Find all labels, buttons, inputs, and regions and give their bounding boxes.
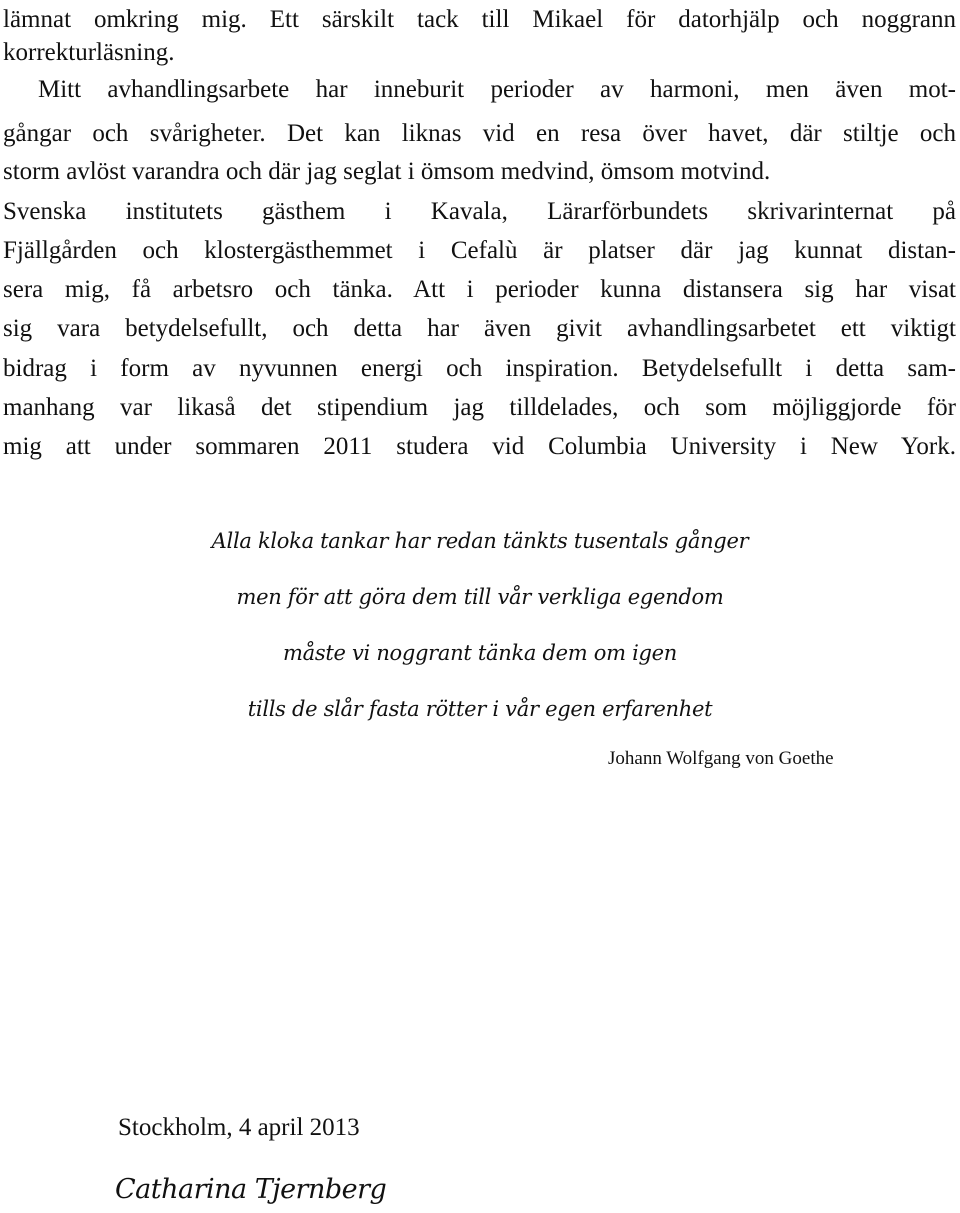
body-line: lämnat omkring mig. Ett särskilt tack till Mikael för datorhjälp och noggrann — [3, 6, 956, 33]
quote-line: men för att göra dem till vår verkliga egendom — [236, 585, 724, 609]
body-line: korrekturläsning. — [3, 39, 175, 66]
place-and-date: Stockholm, 4 april 2013 — [118, 1114, 360, 1141]
body-line: storm avlöst varandra och där jag seglat i ömsom medvind, ömsom motvind. — [3, 158, 771, 185]
body-line: manhang var likaså det stipendium jag tilldelades, och som möjliggjorde för — [3, 394, 956, 421]
quote-line: måste vi noggrant tänka dem om igen — [283, 641, 677, 665]
quote-line: tills de slår fasta rötter i vår egen erfarenhet — [247, 697, 713, 721]
body-line: Mitt avhandlingsarbete har inneburit perioder av harmoni, men även mot- — [38, 76, 956, 103]
body-line: bidrag i form av nyvunnen energi och inspiration. Betydelsefullt i detta sam- — [3, 355, 956, 382]
quote-author: Johann Wolfgang von Goethe — [608, 748, 834, 769]
body-line: mig att under sommaren 2011 studera vid Columbia University i New York. — [3, 433, 956, 460]
body-line: Svenska institutets gästhem i Kavala, Lärarförbundets skrivarinternat på — [3, 198, 956, 225]
quote-line: Alla kloka tankar har redan tänkts tusentals gånger — [211, 529, 749, 553]
body-line: Fjällgården och klostergästhemmet i Cefalù är platser där jag kunnat distan- — [3, 237, 956, 264]
body-line: gångar och svårigheter. Det kan liknas vid en resa över havet, där stiltje och — [3, 120, 956, 147]
body-line: sig vara betydelsefullt, och detta har även givit avhandlingsarbetet ett viktigt — [3, 315, 956, 342]
body-line: sera mig, få arbetsro och tänka. Att i perioder kunna distansera sig har visat — [3, 276, 956, 303]
author-signature: Catharina Tjernberg — [115, 1174, 387, 1205]
